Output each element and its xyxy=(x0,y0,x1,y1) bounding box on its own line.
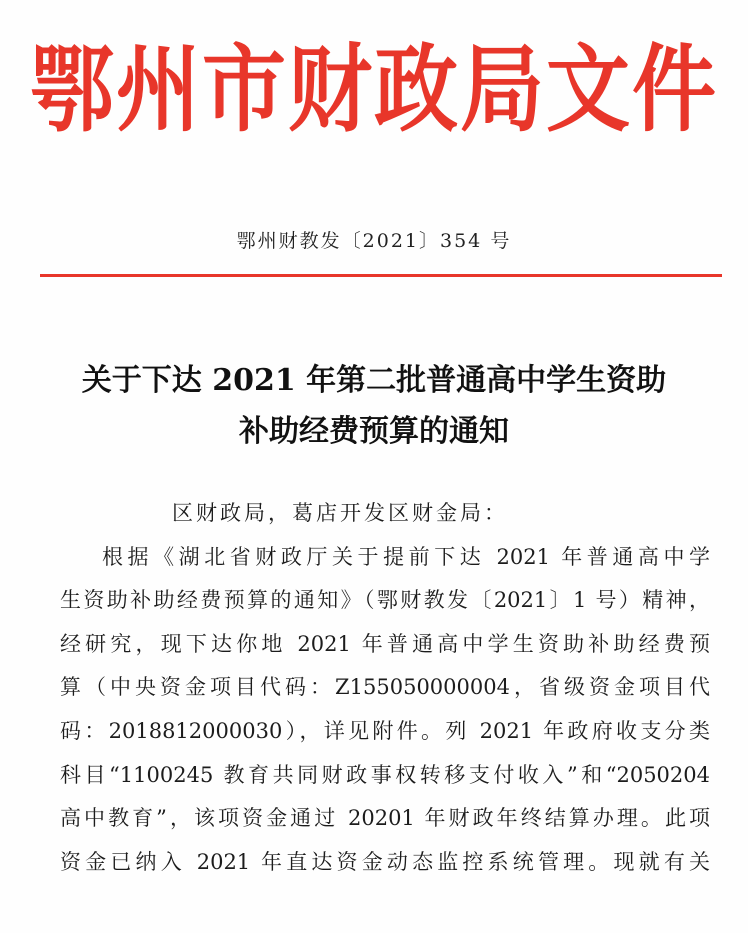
body-line-7: 高中教育”，该项资金通过 20201 年财政年终结算办理。此项 xyxy=(60,806,710,831)
body-line-2: 生资助补助经费预算的通知》（鄂财教发〔2021〕1 号）精神， xyxy=(60,588,710,613)
body-line-5: 码：2018812000030），详见附件。列 2021 年政府收支分类 xyxy=(60,718,710,743)
body-line-3: 经研究，现下达你地 2021 年普通高中学生资助补助经费预 xyxy=(60,631,710,656)
notice-title-line-2: 补助经费预算的通知 xyxy=(239,414,509,449)
body-line-4: 算（中央资金项目代码：Z155050000004，省级资金项目代 xyxy=(60,675,710,700)
red-header-title: 鄂州市财政局文件 xyxy=(29,33,718,145)
salutation: 区财政局，葛店开发区财金局： xyxy=(172,501,508,525)
notice-body xyxy=(60,492,710,884)
body-line-1: 根据《湖北省财政厅关于提前下达 2021 年普通高中学 xyxy=(102,544,710,569)
body-line-6: 科目“1100245 教育共同财政事权转移支付收入”和“2050204 xyxy=(60,762,710,787)
notice-title xyxy=(0,355,748,457)
document-number: 鄂州财教发〔2021〕354 号 xyxy=(236,230,512,252)
red-divider-rule xyxy=(40,274,722,277)
notice-title-line-1: 关于下达 2021 年第二批普通高中学生资助 xyxy=(81,363,667,398)
body-line-8: 资金已纳入 2021 年直达资金动态监控系统管理。现就有关 xyxy=(60,849,710,874)
